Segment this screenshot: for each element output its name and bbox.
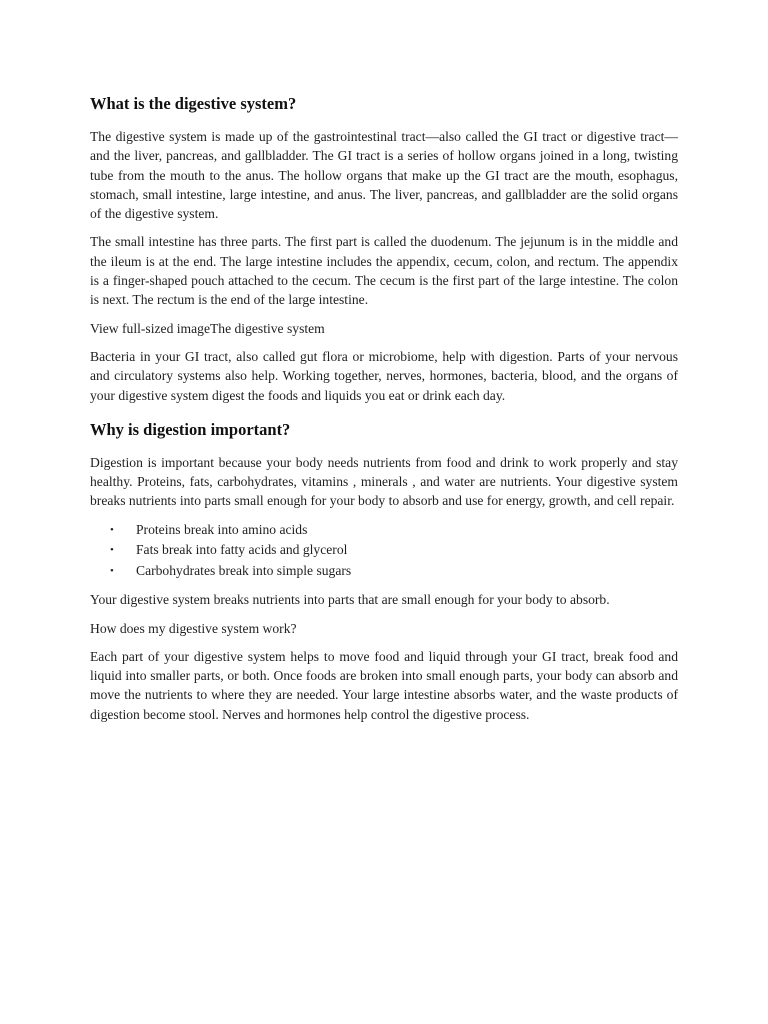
paragraph-gi-tract: The digestive system is made up of the gastrointestinal tract—also called the GI tract or digestive tract—and the liver, pancreas, and gallbladder. The GI tract is a series of hollow organs joined in a long, twisting tube from the mouth to the anus. The hollow organs that make up the GI tract are the mouth, esophagus, stomach, small intestine, large intestine, and anus. The liver, pancreas, and gallbladder are the solid organs of the digestive system. [90, 129, 678, 222]
list-item-text: Carbohydrates break into simple sugars [136, 562, 352, 578]
paragraph-absorb: Your digestive system breaks nutrients into parts that are small enough for your body to absorb. [90, 592, 610, 608]
nutrient-list [90, 520, 678, 582]
list-item [110, 540, 678, 561]
document-page [90, 93, 678, 733]
paragraph-how-it-works: Each part of your digestive system helps to move food and liquid through your GI tract, break food and liquid into smaller parts, or both. Once foods are broken into small enough parts, your body can absorb and move the nutrients to where they are needed. Your large intestine absorbs water, and the waste products of digestion become stool. Nerves and hormones help control the digestive process. [90, 648, 678, 722]
paragraph-bacteria: Bacteria in your GI tract, also called gut flora or microbiome, help with digestion. Parts of your nervous and circulatory systems also help. Working together, nerves, hormones, bacteria, blood, and the organs of your digestive system digest the foods and liquids you eat or drink each day. [90, 348, 678, 403]
section-heading-digestive-system: What is the digestive system? [90, 94, 297, 113]
section-heading-digestion-importance: Why is digestion important? [90, 419, 291, 439]
list-item [110, 520, 678, 541]
bullet-icon: • [110, 564, 114, 577]
list-item-text: Fats break into fatty acids and glycerol [136, 542, 348, 558]
paragraph-image-caption: View full-sized imageThe digestive system [90, 320, 325, 336]
paragraph-intestine-parts: The small intestine has three parts. The first part is called the duodenum. The jejunum is in the middle and the ileum is at the end. The large intestine includes the appendix, cecum, colon, and rectum. The appendix is a finger-shaped pouch attached to the cecum. The cecum is the first part of the large intestine. The colon is next. The rectum is the end of the large intestine. [90, 234, 678, 308]
bullet-icon: • [110, 544, 114, 557]
list-item [110, 561, 678, 582]
paragraph-nutrients: Digestion is important because your body needs nutrients from food and drink to work properly and stay healthy. Proteins, fats, carbohydrates, vitamins , minerals , and water are nutrients. Your digestive system breaks nutrients into parts small enough for your body to absorb and use for energy, growth, and cell repair. [90, 454, 678, 509]
list-item-text: Proteins break into amino acids [136, 521, 308, 537]
paragraph-how-it-works-question: How does my digestive system work? [90, 620, 297, 636]
bullet-icon: • [110, 523, 114, 536]
